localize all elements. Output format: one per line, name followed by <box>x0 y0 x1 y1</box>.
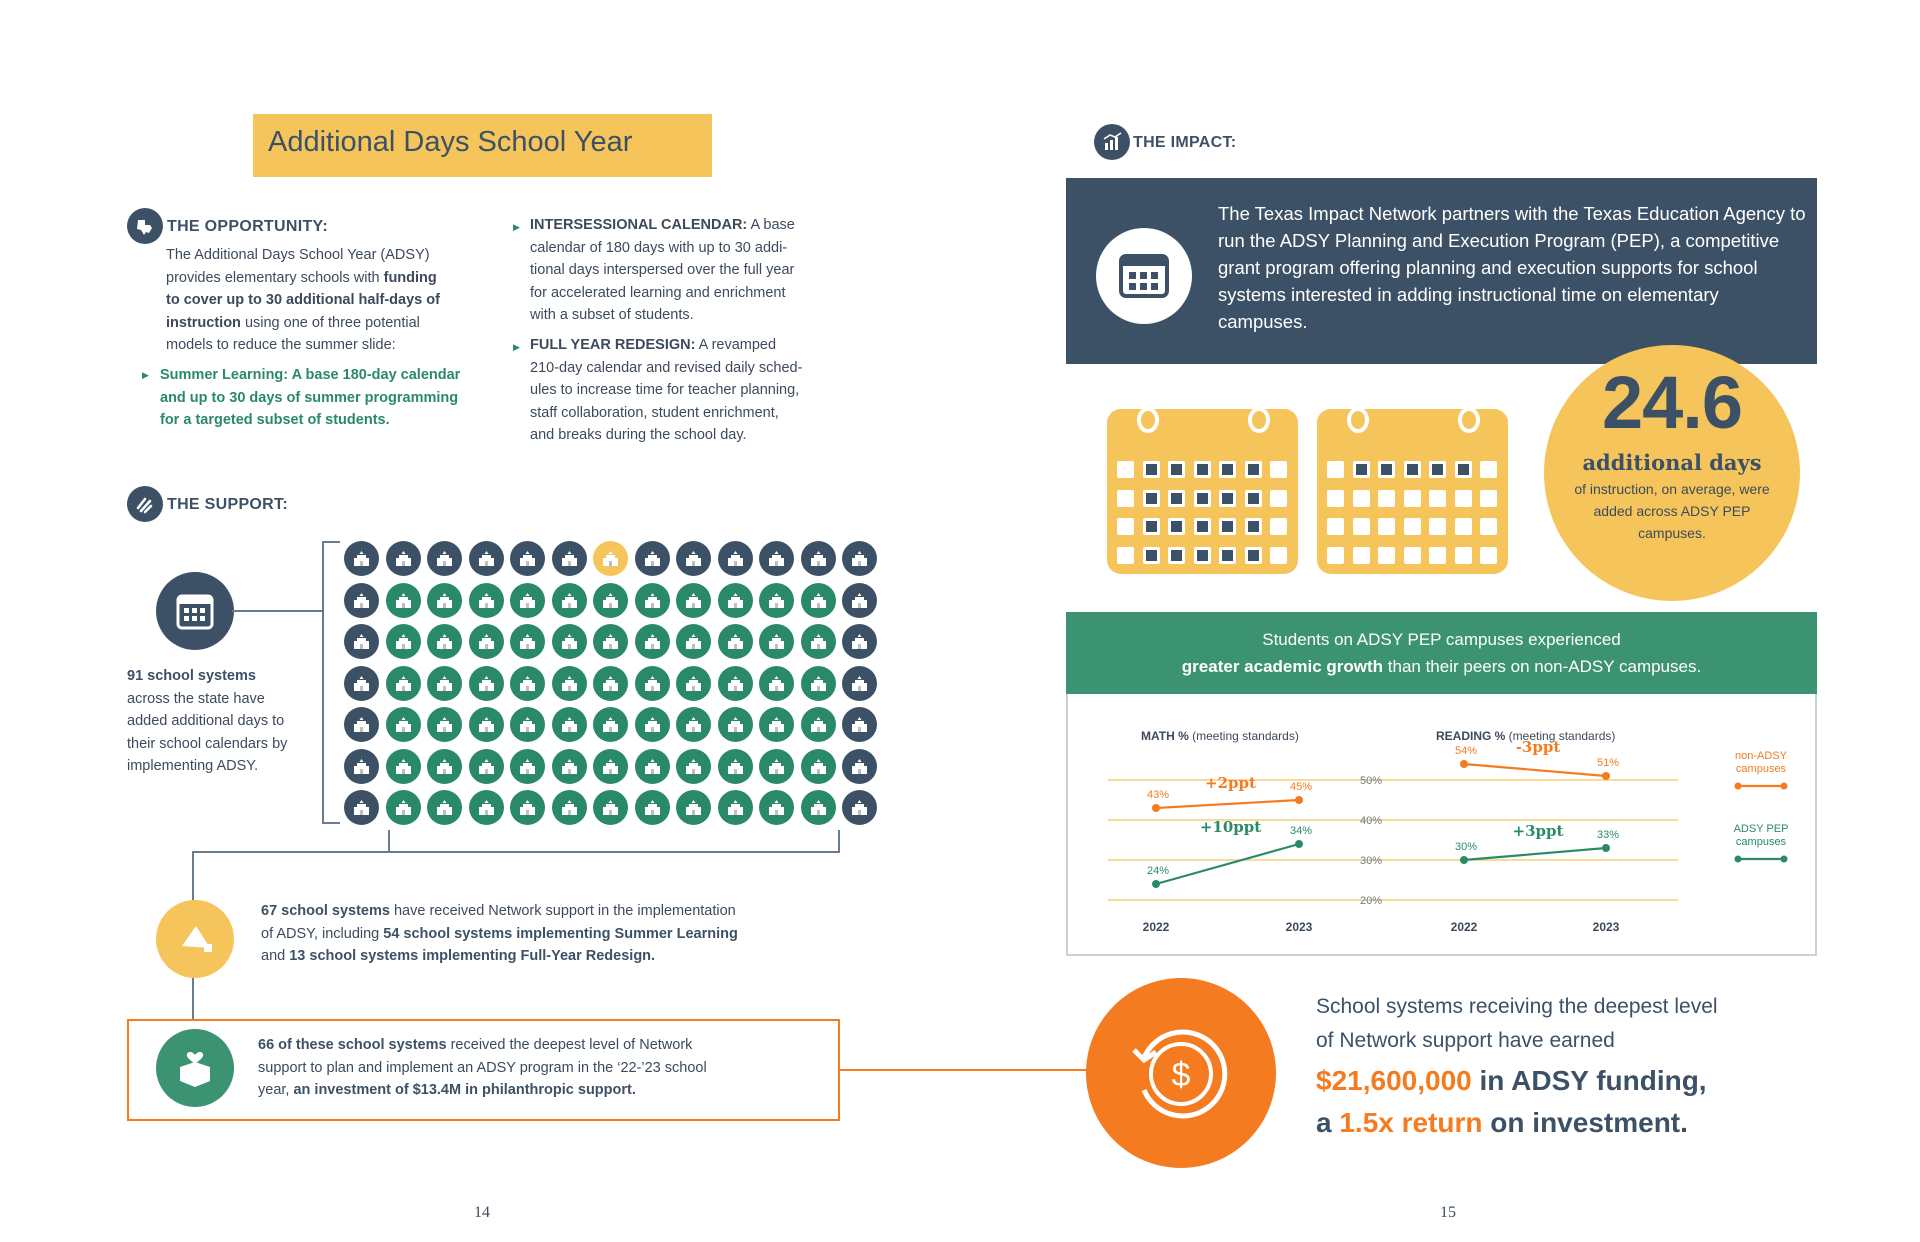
calendar-icon <box>156 572 234 650</box>
school-icon <box>386 583 421 618</box>
calendar-day <box>1168 461 1185 478</box>
bullet-line: staff collaboration, student enrichment, <box>530 404 779 421</box>
school-icon <box>842 790 877 825</box>
deepest-support-text <box>258 1034 828 1102</box>
chart-icon <box>1094 124 1130 160</box>
school-icon <box>801 790 836 825</box>
calendar-day <box>1404 490 1421 507</box>
svg-text:$: $ <box>1171 1056 1191 1094</box>
data-point <box>1295 840 1303 848</box>
school-icon <box>676 790 711 825</box>
school-icon <box>386 707 421 742</box>
deepest-line: support to plan and implement an ADSY program in the ‘22-’23 school <box>258 1059 707 1076</box>
school-icon <box>386 749 421 784</box>
school-icon <box>427 749 462 784</box>
intro-bold: instruction <box>166 314 241 331</box>
page-title: Additional Days School Year <box>268 126 633 158</box>
school-icon <box>386 541 421 576</box>
school-icon <box>842 624 877 659</box>
school-icon <box>676 583 711 618</box>
school-systems-grid <box>344 541 884 824</box>
bullet-line: tional days interspersed over the full year <box>530 262 795 278</box>
chart-title: MATH % (meeting standards) <box>1141 729 1299 743</box>
school-icon <box>552 749 587 784</box>
roi-line: School systems receiving the deepest level <box>1316 995 1718 1018</box>
bracket-line <box>322 822 340 824</box>
calendar-ring <box>1458 407 1480 433</box>
academic-growth-charts <box>1066 694 1817 956</box>
calendar-day <box>1270 490 1287 507</box>
school-icon <box>469 624 504 659</box>
calendar-day <box>1117 490 1134 507</box>
school-icon <box>801 666 836 701</box>
school-icon <box>759 749 794 784</box>
school-icon <box>469 583 504 618</box>
roi-text: in ADSY funding, <box>1471 1065 1707 1096</box>
bracket-line <box>322 541 340 543</box>
school-icon <box>344 624 379 659</box>
school-icon <box>344 749 379 784</box>
school-icon <box>635 666 670 701</box>
calendar-day <box>1429 461 1446 478</box>
calendar-day <box>1353 490 1370 507</box>
school-icon <box>593 749 628 784</box>
y-tick-label: 40% <box>1359 815 1382 827</box>
school-icon <box>344 541 379 576</box>
school-icon <box>510 541 545 576</box>
school-icon <box>593 624 628 659</box>
connector-line <box>232 610 322 612</box>
calendar-day <box>1219 518 1236 535</box>
calendar-day <box>1327 518 1344 535</box>
roi-amount: $21,600,000 <box>1316 1065 1472 1096</box>
school-icon <box>510 624 545 659</box>
calendar-day <box>1143 547 1160 564</box>
page-number-right: 15 <box>1440 1204 1456 1221</box>
school-icon <box>510 749 545 784</box>
school-icon <box>427 541 462 576</box>
calendar-day <box>1245 518 1262 535</box>
caption-line: implementing ADSY. <box>127 758 259 774</box>
chart-title: READING % (meeting standards) <box>1436 729 1616 743</box>
school-icon <box>635 541 670 576</box>
roi-text: on investment. <box>1482 1107 1688 1138</box>
intro-text: using one of three potential <box>240 314 420 331</box>
calendar-day <box>1378 461 1395 478</box>
calendar-illustration <box>1107 409 1298 574</box>
school-icon <box>676 707 711 742</box>
school-icon <box>510 707 545 742</box>
bracket-line <box>388 830 390 852</box>
school-icon <box>842 707 877 742</box>
school-icon <box>344 707 379 742</box>
deepest-text: year, <box>258 1082 294 1098</box>
intro-line <box>166 312 486 335</box>
data-point <box>1460 760 1468 768</box>
calendar-day <box>1378 518 1395 535</box>
bullet-line: and breaks during the school day. <box>530 427 747 443</box>
school-icon <box>386 790 421 825</box>
network-line <box>261 900 841 923</box>
school-icon <box>469 749 504 784</box>
school-icon <box>676 624 711 659</box>
school-icon <box>635 583 670 618</box>
series-line <box>1156 800 1299 808</box>
school-icon <box>427 790 462 825</box>
network-text: have received Network support in the implementation <box>389 903 736 919</box>
school-icon <box>552 666 587 701</box>
school-icon <box>469 541 504 576</box>
opportunity-intro <box>166 244 486 357</box>
calendar-day <box>1455 518 1472 535</box>
calendar-day <box>1327 461 1344 478</box>
school-icon <box>593 666 628 701</box>
calendar-day <box>1480 547 1497 564</box>
change-label: -3ppt <box>1515 738 1561 756</box>
school-icon <box>344 666 379 701</box>
bullet-label: FULL YEAR REDESIGN: <box>530 337 696 353</box>
calendar-day <box>1270 547 1287 564</box>
change-label: +3ppt <box>1512 822 1564 840</box>
roi-line <box>1316 1102 1796 1144</box>
legend-point <box>1735 783 1742 790</box>
texas-map-icon <box>127 208 163 244</box>
calendar-day <box>1168 518 1185 535</box>
full-year-bullet <box>530 334 850 447</box>
legend-label: campuses <box>1735 836 1787 848</box>
stat-label: additional days <box>1582 450 1762 475</box>
calendar-day <box>1429 518 1446 535</box>
calendar-icon <box>1096 228 1192 324</box>
school-icon <box>552 707 587 742</box>
calendar-day <box>1117 518 1134 535</box>
calendar-day <box>1404 461 1421 478</box>
calendar-ring <box>1347 407 1369 433</box>
calendar-day <box>1353 518 1370 535</box>
calendar-day <box>1143 490 1160 507</box>
school-icon <box>386 666 421 701</box>
school-icon <box>842 749 877 784</box>
bullet-line: 210-day calendar and revised daily sched- <box>530 359 803 376</box>
school-icon <box>510 790 545 825</box>
school-icon <box>759 583 794 618</box>
calendar-day <box>1219 490 1236 507</box>
school-icon <box>552 541 587 576</box>
x-tick-label: 2022 <box>1142 920 1170 934</box>
opportunity-heading: THE OPPORTUNITY: <box>167 218 328 235</box>
calendar-day <box>1327 547 1344 564</box>
data-point <box>1295 796 1303 804</box>
calendar-day <box>1194 518 1211 535</box>
deepest-line <box>258 1079 828 1102</box>
impact-heading: THE IMPACT: <box>1133 134 1237 151</box>
calendar-day <box>1455 490 1472 507</box>
calendar-day <box>1429 547 1446 564</box>
deepest-text: received the deepest level of Network <box>446 1037 693 1053</box>
school-icon <box>759 624 794 659</box>
data-label: 33% <box>1596 829 1620 841</box>
legend-label: campuses <box>1735 763 1787 775</box>
calendar-day <box>1143 518 1160 535</box>
calendar-ring <box>1248 407 1270 433</box>
intro-line: models to reduce the summer slide: <box>166 337 396 353</box>
calendar-day <box>1270 461 1287 478</box>
school-icon <box>427 624 462 659</box>
calendar-day <box>1270 518 1287 535</box>
data-label: 45% <box>1289 781 1313 793</box>
bullet-line: for a targeted subset of students. <box>160 412 390 428</box>
impact-description: The Texas Impact Network partners with the Texas Education Agency to run the ADSY Planning and Execution Program (PEP), a competitive grant program offering planning and execution supports for school systems interested in adding instructional time on elementary campuses. <box>1218 203 1806 332</box>
calendar-ring <box>1137 407 1159 433</box>
bullet-line: Summer Learning: A base 180-day calendar <box>160 367 461 383</box>
calendar-day <box>1117 547 1134 564</box>
data-point <box>1602 772 1610 780</box>
intro-line <box>166 267 486 290</box>
connector-line <box>192 851 194 901</box>
series-line <box>1464 848 1606 860</box>
school-icon <box>676 749 711 784</box>
bullet-marker: ▶ <box>142 370 149 380</box>
calendar-day <box>1455 461 1472 478</box>
growth-line <box>1066 653 1817 680</box>
school-icon <box>344 583 379 618</box>
data-label: 30% <box>1454 841 1478 853</box>
school-icon <box>718 749 753 784</box>
series-line <box>1156 844 1299 884</box>
data-label: 24% <box>1146 865 1170 877</box>
x-tick-label: 2023 <box>1285 920 1313 934</box>
school-icon <box>801 707 836 742</box>
handshake-icon <box>127 486 163 522</box>
intro-bold: funding <box>383 269 437 286</box>
school-icon <box>427 583 462 618</box>
school-icon <box>718 624 753 659</box>
calendar-day <box>1404 518 1421 535</box>
data-point <box>1602 844 1610 852</box>
school-icon <box>759 541 794 576</box>
school-icon <box>801 583 836 618</box>
school-icon <box>759 707 794 742</box>
school-icon <box>510 583 545 618</box>
calendar-day <box>1404 547 1421 564</box>
deepest-bold: 66 of these school systems <box>258 1037 447 1053</box>
calendar-day <box>1480 461 1497 478</box>
caption-line: added additional days to <box>127 713 285 729</box>
school-icon <box>635 790 670 825</box>
school-icon <box>635 624 670 659</box>
school-icon <box>593 541 628 576</box>
data-label: 51% <box>1596 757 1620 769</box>
bullet-text: A revamped <box>695 337 777 353</box>
calendar-day <box>1353 547 1370 564</box>
school-icon <box>427 666 462 701</box>
bullet-line: ules to increase time for teacher planning, <box>530 382 800 398</box>
roi-line: of Network support have earned <box>1316 1029 1615 1052</box>
school-icon <box>718 707 753 742</box>
calendar-day <box>1194 490 1211 507</box>
intersessional-bullet <box>530 214 850 327</box>
title-banner <box>253 114 712 177</box>
school-icon <box>635 707 670 742</box>
network-line <box>261 945 841 968</box>
school-icon <box>759 666 794 701</box>
data-point <box>1152 880 1160 888</box>
caption-line: across the state have <box>127 690 265 707</box>
connector-line <box>840 1069 1088 1071</box>
bullet-line <box>530 214 850 237</box>
network-line <box>261 923 841 946</box>
school-icon <box>593 583 628 618</box>
school-icon <box>842 541 877 576</box>
growth-line: Students on ADSY PEP campuses experienced <box>1262 630 1621 649</box>
legend-point <box>1735 856 1742 863</box>
y-tick-label: 20% <box>1359 895 1382 907</box>
legend-label: ADSY PEP <box>1733 823 1789 835</box>
gift-box-icon <box>156 1029 234 1107</box>
calendar-day <box>1378 490 1395 507</box>
megaphone-icon <box>156 900 234 978</box>
support-caption <box>127 665 327 778</box>
school-icon <box>593 707 628 742</box>
x-tick-label: 2023 <box>1592 920 1620 934</box>
calendar-day <box>1117 461 1134 478</box>
bullet-line: for accelerated learning and enrichment <box>530 284 786 301</box>
growth-banner <box>1066 612 1817 694</box>
legend-point <box>1781 856 1788 863</box>
school-icon <box>718 790 753 825</box>
calendar-day <box>1378 547 1395 564</box>
intro-text: provides elementary schools with <box>166 269 384 286</box>
stat-value: 24.6 <box>1601 361 1743 444</box>
calendar-day <box>1480 518 1497 535</box>
school-icon <box>427 707 462 742</box>
caption-bold: 91 school systems <box>127 668 256 684</box>
network-bold: 54 school systems implementing Summer Learning <box>383 925 738 942</box>
school-icon <box>552 583 587 618</box>
school-icon <box>469 666 504 701</box>
intro-line: The Additional Days School Year (ADSY) <box>166 247 430 263</box>
school-icon <box>510 666 545 701</box>
calendar-day <box>1455 547 1472 564</box>
calendar-day <box>1168 490 1185 507</box>
deepest-line <box>258 1034 828 1057</box>
school-icon <box>635 749 670 784</box>
deepest-bold: an investment of $13.4M in philanthropic support. <box>293 1082 636 1098</box>
network-bold: 13 school systems implementing Full-Year Redesign. <box>289 948 656 964</box>
school-icon <box>718 666 753 701</box>
network-text: of ADSY, including <box>261 925 384 942</box>
growth-bold: greater academic growth <box>1181 657 1384 676</box>
calendar-illustration <box>1317 409 1508 574</box>
school-icon <box>552 624 587 659</box>
school-icon <box>552 790 587 825</box>
summer-learning-bullet <box>160 364 490 432</box>
bracket-line <box>838 830 840 852</box>
data-point <box>1460 856 1468 864</box>
calendar-day <box>1219 461 1236 478</box>
x-tick-label: 2022 <box>1450 920 1478 934</box>
dollar-return-icon <box>1086 978 1276 1168</box>
calendar-day <box>1245 547 1262 564</box>
calendar-day <box>1327 490 1344 507</box>
calendar-day <box>1219 547 1236 564</box>
change-label: +2ppt <box>1205 774 1256 792</box>
network-support-text <box>261 900 841 968</box>
y-tick-label: 50% <box>1359 775 1382 787</box>
legend-point <box>1781 783 1788 790</box>
school-icon <box>676 666 711 701</box>
calendar-day <box>1143 461 1160 478</box>
school-icon <box>593 790 628 825</box>
calendar-day <box>1168 547 1185 564</box>
page-number-left: 14 <box>474 1204 490 1221</box>
bullet-line <box>530 334 850 357</box>
bullet-marker: ▶ <box>513 222 520 232</box>
data-label: 34% <box>1289 825 1313 837</box>
bullet-marker: ▶ <box>513 342 520 352</box>
calendar-day <box>1353 461 1370 478</box>
caption-line: their school calendars by <box>127 735 288 752</box>
data-label: 54% <box>1454 745 1478 757</box>
data-label: 43% <box>1146 789 1170 801</box>
bullet-line: calendar of 180 days with up to 30 addi- <box>530 239 788 256</box>
school-icon <box>842 583 877 618</box>
growth-text: than their peers on non-ADSY campuses. <box>1383 657 1702 676</box>
y-tick-label: 30% <box>1359 855 1382 867</box>
school-icon <box>842 666 877 701</box>
school-icon <box>801 749 836 784</box>
calendar-day <box>1245 490 1262 507</box>
calendar-day <box>1480 490 1497 507</box>
school-icon <box>469 790 504 825</box>
bracket-line <box>192 851 840 853</box>
stat-description: of instruction, on average, were added across ADSY PEP campuses. <box>1574 481 1770 541</box>
calendar-day <box>1194 547 1211 564</box>
school-icon <box>718 583 753 618</box>
bullet-label: INTERSESSIONAL CALENDAR: <box>530 217 748 233</box>
roi-multiplier: 1.5x return <box>1339 1107 1483 1138</box>
support-heading: THE SUPPORT: <box>167 496 288 513</box>
connector-line <box>192 975 194 1020</box>
intro-line: to cover up to 30 additional half-days of <box>166 292 440 308</box>
roi-intro <box>1316 990 1786 1058</box>
school-icon <box>469 707 504 742</box>
school-icon <box>718 541 753 576</box>
series-line <box>1464 764 1606 776</box>
roi-text: a <box>1316 1107 1340 1138</box>
school-icon <box>759 790 794 825</box>
calendar-day <box>1194 461 1211 478</box>
school-icon <box>801 624 836 659</box>
school-icon <box>801 541 836 576</box>
school-icon <box>344 790 379 825</box>
roi-line <box>1316 1060 1796 1102</box>
bullet-text: A base <box>747 217 795 233</box>
data-point <box>1152 804 1160 812</box>
calendar-day <box>1429 490 1446 507</box>
school-icon <box>676 541 711 576</box>
network-text: and <box>261 948 290 964</box>
school-icon <box>386 624 421 659</box>
change-label: +10ppt <box>1199 818 1262 836</box>
bullet-line: with a subset of students. <box>530 307 694 323</box>
legend-label: non-ADSY <box>1735 750 1787 762</box>
calendar-day <box>1245 461 1262 478</box>
roi-highlight <box>1316 1060 1796 1144</box>
network-bold: 67 school systems <box>261 903 390 919</box>
bullet-line: and up to 30 days of summer programming <box>160 389 459 406</box>
